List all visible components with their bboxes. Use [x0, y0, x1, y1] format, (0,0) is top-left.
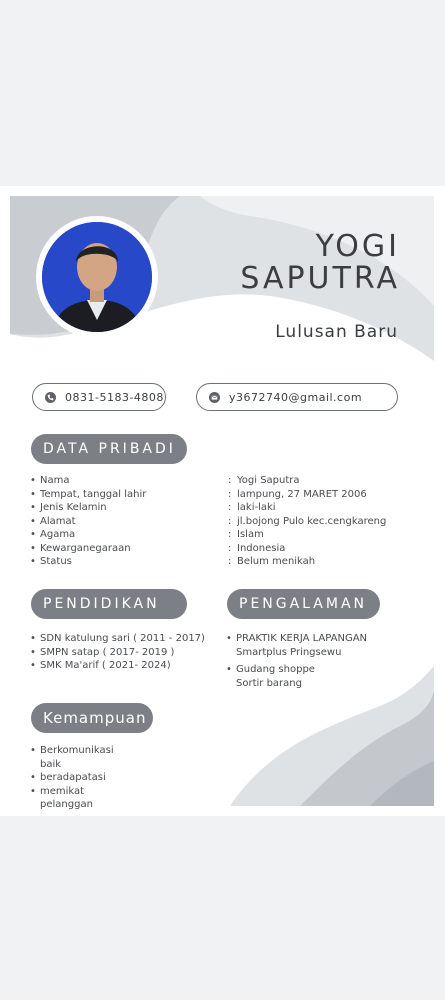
personal-data-heading: DATA PRIBADI	[31, 434, 187, 464]
resume-page	[0, 186, 445, 816]
subtitle: Lulusan Baru	[275, 322, 398, 342]
experience-title: PRAKTIK KERJA LAPANGAN	[236, 633, 368, 644]
label-item: Agama	[40, 529, 76, 540]
education-list: • SDN katulung sari ( 2011 - 2017) • SMPN satap ( 2017- 2019 ) • SMK Ma'arif ( 2021- 2024)	[30, 633, 205, 671]
phone-text: 0831-5183-4808	[65, 390, 164, 404]
skill-item: beradapatasi	[40, 772, 106, 783]
label-item: Jenis Kelamin	[40, 502, 107, 513]
value-item: Belum menikah	[237, 556, 316, 567]
phone-pill	[32, 383, 166, 411]
experience-title: Gudang shoppe	[236, 664, 315, 675]
skill-item: Berkomunikasi	[40, 745, 114, 756]
experience-heading: PENGALAMAN	[227, 589, 380, 619]
label-item: Kewarganegaraan	[40, 542, 131, 554]
value-item: laki-laki	[237, 502, 276, 513]
label-item: Nama	[40, 475, 70, 486]
value-item: jl.bojong Pulo kec.cengkareng	[237, 515, 387, 527]
education-item: SDN katulung sari ( 2011 - 2017)	[40, 633, 205, 644]
value-item: lampung, 27 MARET 2006	[237, 488, 367, 500]
skills-heading: Kemampuan	[31, 703, 153, 733]
skills-list: • Berkomunikasi baik • beradapatasi • memikat pelanggan	[30, 745, 114, 810]
personal-labels: • Nama • Tempat, tanggal lahir • Jenis Kelamin • Alamat • Agama • Kewarganegaraan • Status	[30, 475, 147, 567]
first-name: YOGI	[315, 229, 400, 264]
value-item: Islam	[237, 529, 264, 540]
person-avatar-icon	[42, 222, 152, 332]
skill-item: memikat	[40, 785, 85, 797]
education-item: SMPN satap ( 2017- 2019 )	[40, 646, 175, 658]
experience-place: Sortir barang	[236, 677, 302, 689]
label-item: Status	[40, 556, 72, 567]
email-text: y3672740@gmail.com	[229, 390, 363, 404]
skill-item-cont: baik	[40, 758, 62, 770]
value-item: Indonesia	[237, 542, 286, 554]
label-item: Alamat	[40, 515, 76, 527]
last-name: SAPUTRA	[240, 261, 400, 296]
education-item: SMK Ma'arif ( 2021- 2024)	[40, 660, 171, 671]
value-item: Yogi Saputra	[237, 475, 300, 486]
profile-photo	[36, 216, 158, 338]
education-heading: PENDIDIKAN	[31, 589, 187, 619]
email-pill	[196, 383, 398, 411]
experience-list: • PRAKTIK KERJA LAPANGAN Smartplus Pringsewu • Gudang shoppe Sortir barang	[226, 633, 368, 689]
experience-place: Smartplus Pringsewu	[236, 646, 342, 658]
label-item: Tempat, tanggal lahir	[40, 488, 147, 500]
personal-values: : Yogi Saputra : lampung, 27 MARET 2006 : laki-laki : jl.bojong Pulo kec.cengkareng : Islam : Indonesia : Belum menikah	[228, 475, 387, 567]
skill-item-cont: pelanggan	[40, 799, 93, 810]
phone-icon	[45, 392, 56, 403]
email-icon	[209, 392, 220, 403]
